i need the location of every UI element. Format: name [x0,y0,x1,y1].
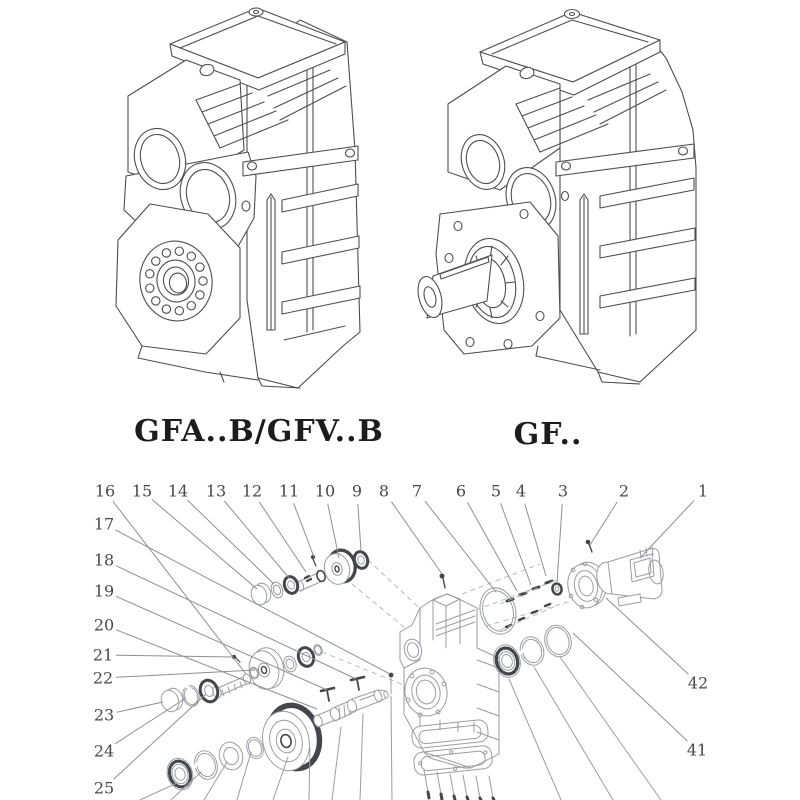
callout-number: 7 [411,481,423,501]
callout-line [641,501,694,558]
callout-number: 24 [93,741,115,761]
callout-number: 41 [686,740,708,760]
callout-number: 5 [490,481,502,501]
cutoff-leader-lines [140,657,661,800]
callout-number: 6 [455,481,467,501]
callout-number: 25 [93,778,115,798]
callout-number: 12 [241,481,263,501]
callout-line [294,503,314,557]
callout-number: 4 [515,481,527,501]
callout-number: 18 [93,550,115,570]
callout-number: 13 [205,481,227,501]
gearbox-left-drawing [116,8,360,388]
callout-line [259,502,306,572]
callout-number: 1 [697,481,709,501]
callout-line [467,502,517,591]
callout-line [116,566,356,679]
callout-line [117,702,163,712]
output-shaft-assembly [256,677,389,776]
callout-number: 11 [278,481,300,501]
callout-number: 8 [378,481,390,501]
callout-line [328,504,339,558]
callout-line [224,501,289,578]
housing-gasket-ring [475,584,521,638]
callout-number: 22 [92,668,114,688]
motor-unit [594,547,665,606]
callout-line [606,598,689,674]
callout-number: 17 [93,514,115,534]
callout-line [114,694,206,779]
callout-line [187,500,274,584]
callout-line [590,502,617,545]
model-label-left: GFA..B/GFV..B [134,414,384,449]
assembly-bolts [500,580,556,630]
callout-number: 3 [557,481,569,501]
round-nut [551,583,563,596]
callout-line [116,655,233,657]
callout-line [525,504,546,577]
callout-number: 23 [93,705,115,725]
callout-line [425,501,496,592]
callout-line [557,504,562,583]
callout-number: 10 [314,481,336,501]
callout-number: 42 [687,673,709,693]
callout-line [358,504,361,551]
callout-number: 20 [93,615,115,635]
callout-line [501,503,532,585]
callout-number: 2 [618,481,630,501]
callout-line [573,633,688,741]
callout-number: 14 [167,481,189,501]
gearbox-right-drawing [414,10,696,385]
gear-housing [400,594,499,768]
callout-number: 19 [93,581,115,601]
model-label-right: GF.. [513,417,583,452]
callout-number: 21 [92,645,114,665]
callout-number: 9 [351,481,363,501]
callout-number: 15 [131,481,153,501]
callout-number: 16 [94,481,116,501]
callout-line [152,499,257,589]
